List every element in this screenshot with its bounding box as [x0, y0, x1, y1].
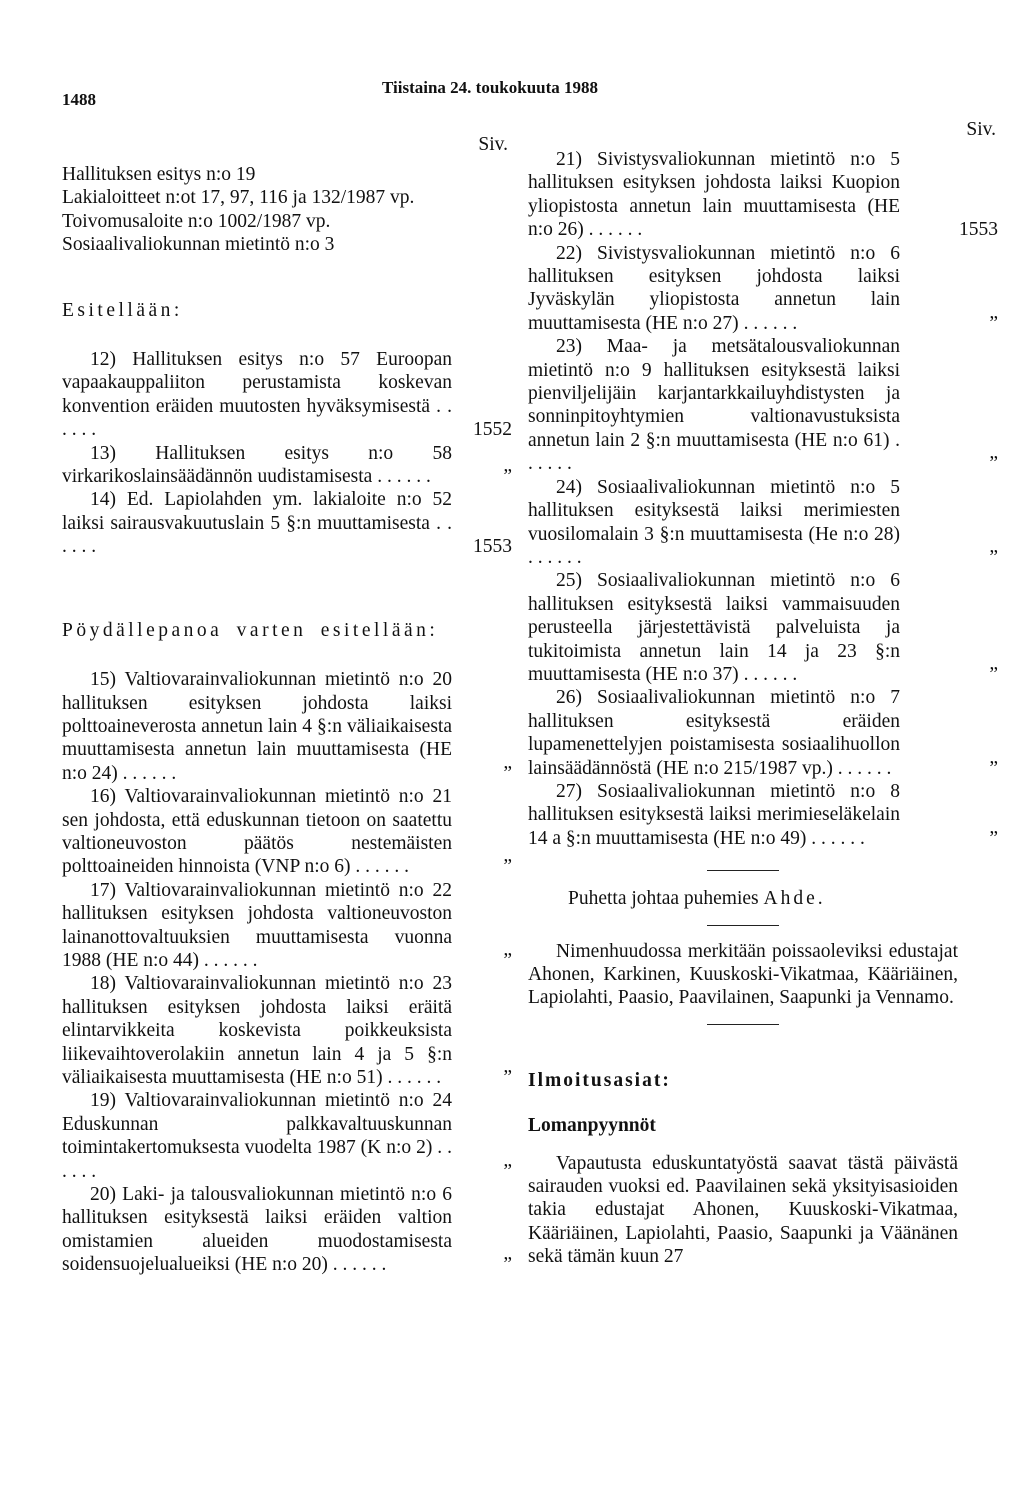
agenda-item-text: 14) Ed. Lapiolahden ym. lakialoite n:o 52 laiksi sairausvakuutuslain 5 §:n muuttamisesta	[62, 489, 452, 534]
leader-dots: . . . . . .	[738, 312, 798, 334]
agenda-item	[528, 569, 998, 686]
leader-dots: . . . . . .	[372, 466, 431, 488]
agenda-item-page: ”	[503, 856, 512, 878]
leader-dots: . . . . . .	[62, 1137, 453, 1182]
intro-line: Lakialoitteet n:ot 17, 97, 116 ja 132/1987 vp.	[62, 187, 415, 209]
right-siv-label: Siv.	[966, 119, 996, 140]
leader-dots: . . . . . .	[382, 1067, 442, 1088]
agenda-item-page: ”	[989, 757, 998, 779]
agenda-item-page: 1553	[959, 219, 998, 241]
leave-heading: Lomanpyynnöt	[528, 1115, 656, 1137]
agenda-item-page: ”	[503, 1254, 512, 1276]
left-siv-label: Siv.	[478, 134, 508, 155]
leader-dots: . . . . . .	[350, 856, 409, 878]
leader-dots: . . . . . .	[327, 1254, 387, 1276]
divider	[707, 925, 779, 926]
leader-dots: . . . . . .	[806, 827, 865, 849]
leader-dots: . . . . . .	[199, 949, 258, 971]
agenda-item-page: ”	[503, 949, 512, 971]
agenda-item	[528, 476, 998, 570]
leader-dots: . . . . . .	[62, 395, 452, 441]
page-date-header: Tiistaina 24. toukokuuta 1988	[382, 78, 599, 97]
agenda-item	[62, 488, 510, 558]
agenda-item-text: 17) Valtiovarainvaliokunnan mietintö n:o 22 hallituksen esityksen johdosta valtioneuvoston lainanottovaltuuksien muuttamisesta vuonna 1988 (HE n:o 44)	[62, 879, 452, 971]
agenda-item	[528, 335, 998, 475]
divider	[707, 870, 779, 871]
leader-dots: . . . . . .	[738, 663, 798, 685]
chair-name: Ahde.	[763, 888, 826, 910]
agenda-item-text: 15) Valtiovarainvaliokunnan mietintö n:o 20 hallituksen esityksen johdosta laiksi polttoaineverosta annetun lain 4 §:n väliaikaisesta muuttamisesta annetun lain muuttamisesta (HE n:o 24)	[62, 669, 452, 784]
page-number: 1488	[62, 90, 96, 109]
agenda-item-text: 27) Sosiaalivaliokunnan mietintö n:o 8 hallituksen esityksestä laiksi merimieseläkelain 14 a §:n muuttamisesta (HE n:o 49)	[528, 780, 900, 849]
leader-dots: . . . . . .	[583, 219, 643, 241]
notices-heading: Ilmoitusasiat:	[528, 1069, 671, 1091]
agenda-item-page: ”	[989, 827, 998, 849]
chair-line	[528, 887, 958, 910]
agenda-item-text: 22) Sivistysvaliokunnan mietintö n:o 6 hallituksen esityksen johdosta laiksi Jyväskylän yliopistosta annetun lain muuttamisesta (HE n:o 27)	[528, 242, 900, 334]
agenda-item	[62, 1183, 510, 1277]
leader-dots: . . . . . .	[528, 546, 582, 568]
agenda-item-text: 21) Sivistysvaliokunnan mietintö n:o 5 hallituksen esityksen johdosta laiksi Kuopion yliopistosta annetun lain muuttamisesta (HE n:o 26)	[528, 149, 900, 241]
agenda-item	[62, 348, 510, 442]
agenda-item-page: ”	[989, 546, 998, 568]
agenda-item	[62, 442, 510, 489]
left-column	[62, 134, 512, 1277]
leader-dots: . . . . . .	[832, 757, 892, 779]
agenda-list-3	[528, 148, 998, 850]
intro-line: Hallituksen esitys n:o 19	[62, 164, 256, 185]
agenda-item	[62, 668, 510, 785]
leave-paragraph: Vapautusta eduskuntatyöstä saavat tästä päivästä sairauden vuoksi ed. Paavilainen sekä yksityisasioiden takia edustajat Ahonen, Kuuskoski-Vikatmaa, Kääriäinen, Lapiolahti, Paasio, Saapunki ja Väänänen sekä tämän kuun 27	[528, 1152, 958, 1268]
leader-dots: . . . . . .	[528, 429, 901, 475]
agenda-item-page: ”	[989, 453, 998, 475]
agenda-item-text: 24) Sosiaalivaliokunnan mietintö n:o 5 hallituksen esityksestä laiksi merimiesten vuosilomalain 3 §:n muuttamisesta (He n:o 28)	[528, 476, 900, 545]
agenda-item-page: ”	[503, 1160, 512, 1182]
agenda-item	[62, 785, 510, 879]
leader-dots: . . . . . .	[62, 512, 452, 558]
agenda-item-text: 18) Valtiovarainvaliokunnan mietintö n:o 23 hallituksen esityksen johdosta laiksi eräitä elintarvikkeita koskevista poikkeuksista liikevaihtoverolakiin annetun lain 4 ja 5 §:n väliaikaisesta muuttamisesta (HE n:o 51)	[62, 973, 452, 1088]
agenda-item-page: ”	[989, 663, 998, 685]
agenda-item-text: 12) Hallituksen esitys n:o 57 Euroopan vapaakauppaliiton perustamista koskevan konvention eräiden muutosten hyväksymisestä	[62, 349, 452, 417]
agenda-item-page: 1553	[473, 536, 512, 558]
absent-paragraph: Nimenhuudossa merkitään poissaoleviksi edustajat Ahonen, Karkinen, Kuuskoski-Vikatmaa, Kääriäinen, Lapiolahti, Paasio, Paavilainen, Saapunki ja Vennamo.	[528, 940, 958, 1009]
section-heading-poydallepanoa: Pöydällepanoa varten esitellään:	[62, 619, 439, 641]
agenda-item-text: 26) Sosiaalivaliokunnan mietintö n:o 7 hallituksen esityksestä eräiden lupamenettelyjen poistamisesta sosiaalihuollon lainsäädännöstä (HE n:o 215/1987 vp.)	[528, 687, 900, 779]
intro-block	[62, 163, 457, 257]
agenda-item	[528, 148, 998, 242]
agenda-item-page: ”	[503, 1067, 512, 1088]
agenda-item-page: ”	[989, 312, 998, 334]
agenda-item-page: 1552	[473, 419, 512, 441]
agenda-item-text: 20) Laki- ja talousvaliokunnan mietintö n:o 6 hallituksen esityksestä laiksi eräiden valtion omistamien alueiden muodostamisesta soidensuojelualueiksi (HE n:o 20)	[62, 1184, 452, 1276]
agenda-item-text: 16) Valtiovarainvaliokunnan mietintö n:o 21 sen johdosta, että eduskunnan tietoon on saatettu valtioneuvoston päätös nestemäisten polttoaineiden hinnoista (VNP n:o 6)	[62, 786, 452, 878]
agenda-item-page: ”	[503, 466, 512, 488]
agenda-item-text: 23) Maa- ja metsätalousvaliokunnan mietintö n:o 9 hallituksen esityksestä laiksi pienviljelijäin karjantarkkailuyhdistysten ja sonninpitoyhtymien valtionavustuksista annetun lain 2 §:n muuttamisesta (HE n:o 61)	[528, 336, 900, 451]
agenda-item	[62, 879, 510, 973]
divider	[707, 1024, 779, 1025]
chair-prefix: Puhetta johtaa puhemies	[568, 888, 759, 910]
agenda-item	[528, 686, 998, 780]
intro-line: Sosiaalivaliokunnan mietintö n:o 3	[62, 234, 335, 256]
agenda-item-page: ”	[503, 762, 512, 784]
agenda-item-text: 13) Hallituksen esitys n:o 58 virkarikoslainsäädännön uudistamisesta	[62, 442, 452, 488]
agenda-item-text: 25) Sosiaalivaliokunnan mietintö n:o 6 hallituksen esityksestä laiksi vammaisuuden perusteella järjestettävistä palveluista ja tukitoimista annetun lain 14 ja 23 §:n muuttamisesta (HE n:o 37)	[528, 570, 900, 685]
intro-line: Toivomusaloite n:o 1002/1987 vp.	[62, 210, 331, 232]
agenda-list-2	[62, 668, 510, 1277]
agenda-item	[62, 1089, 510, 1183]
leader-dots: . . . . . .	[117, 762, 177, 784]
agenda-list-1	[62, 348, 510, 559]
section-heading-esitellaan: Esitellään:	[62, 299, 183, 321]
agenda-item	[528, 242, 998, 336]
agenda-item	[528, 780, 998, 850]
agenda-item-text: 19) Valtiovarainvaliokunnan mietintö n:o 24 Eduskunnan palkkavaltuuskunnan toimintakertomuksesta vuodelta 1987 (K n:o 2)	[62, 1090, 452, 1159]
agenda-item	[62, 972, 510, 1089]
right-column	[528, 119, 998, 1269]
